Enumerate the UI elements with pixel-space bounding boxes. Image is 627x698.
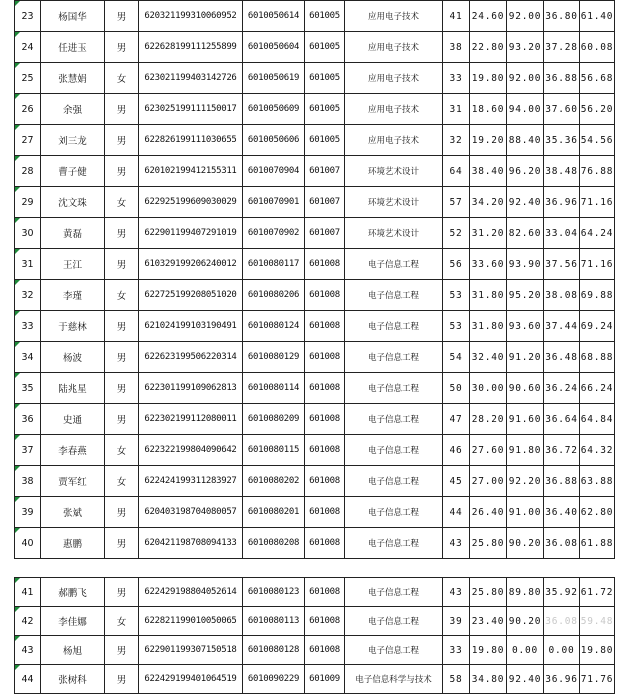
row-post-code: 601008 xyxy=(305,435,345,466)
row-name: 于慈林 xyxy=(41,311,105,342)
table-row xyxy=(15,404,615,435)
row-post-code: 601008 xyxy=(305,404,345,435)
row-id-number: 622302199112080011 xyxy=(139,404,243,435)
row-post-code: 601008 xyxy=(305,466,345,497)
row-sex: 男 xyxy=(105,497,139,528)
row-exam-number: 6010050619 xyxy=(243,63,305,94)
row-name: 任进玉 xyxy=(41,32,105,63)
row-exam-number: 6010080114 xyxy=(243,373,305,404)
row-total-score: 64.24 xyxy=(580,218,615,249)
row-interview-weighted: 37.60 xyxy=(544,94,580,125)
row-total-score: 61.72 xyxy=(580,578,615,607)
row-total-score: 54.56 xyxy=(580,125,615,156)
row-total-score: 61.40 xyxy=(580,1,615,32)
row-written-score: 53 xyxy=(443,311,470,342)
table-row xyxy=(15,249,615,280)
row-interview-score: 90.20 xyxy=(507,607,544,636)
row-written-weighted: 19.80 xyxy=(470,63,507,94)
row-interview-score: 96.20 xyxy=(507,156,544,187)
row-post-code: 601008 xyxy=(305,249,345,280)
row-post-name: 电子信息工程 xyxy=(345,466,443,497)
row-exam-number: 6010080124 xyxy=(243,311,305,342)
row-post-name: 电子信息工程 xyxy=(345,607,443,636)
row-name: 余强 xyxy=(41,94,105,125)
row-post-name: 电子信息工程 xyxy=(345,578,443,607)
row-id-number: 622322199804090642 xyxy=(139,435,243,466)
table-row xyxy=(15,156,615,187)
row-interview-score: 89.80 xyxy=(507,578,544,607)
row-name: 郝鹏飞 xyxy=(41,578,105,607)
row-interview-score: 92.20 xyxy=(507,466,544,497)
row-interview-score: 92.40 xyxy=(507,665,544,694)
table-row xyxy=(15,466,615,497)
row-total-score: 63.88 xyxy=(580,466,615,497)
row-id-number: 622826199111030655 xyxy=(139,125,243,156)
row-total-score: 71.16 xyxy=(580,249,615,280)
row-post-name: 电子信息工程 xyxy=(345,497,443,528)
row-written-weighted: 34.20 xyxy=(470,187,507,218)
row-interview-weighted: 36.88 xyxy=(544,466,580,497)
row-sex: 男 xyxy=(105,94,139,125)
row-name: 张慧娟 xyxy=(41,63,105,94)
row-total-score: 61.88 xyxy=(580,528,615,559)
row-sex: 女 xyxy=(105,435,139,466)
row-post-name: 电子信息工程 xyxy=(345,373,443,404)
row-index: 33 xyxy=(15,311,41,342)
row-interview-score: 93.20 xyxy=(507,32,544,63)
row-total-score: 68.88 xyxy=(580,342,615,373)
row-id-number: 620321199310060952 xyxy=(139,1,243,32)
row-index: 40 xyxy=(15,528,41,559)
row-id-number: 623025199111150017 xyxy=(139,94,243,125)
row-index: 37 xyxy=(15,435,41,466)
row-post-name: 电子信息工程 xyxy=(345,342,443,373)
row-written-weighted: 27.00 xyxy=(470,466,507,497)
table-row xyxy=(15,63,615,94)
row-sex: 女 xyxy=(105,607,139,636)
row-total-score: 66.24 xyxy=(580,373,615,404)
row-id-number: 622429199401064519 xyxy=(139,665,243,694)
table-row xyxy=(15,578,615,607)
score-table-top xyxy=(14,0,615,559)
row-name: 陆兆星 xyxy=(41,373,105,404)
row-post-code: 601009 xyxy=(305,665,345,694)
row-total-score: 71.16 xyxy=(580,187,615,218)
row-sex: 男 xyxy=(105,125,139,156)
row-written-weighted: 25.80 xyxy=(470,578,507,607)
row-written-score: 43 xyxy=(443,528,470,559)
row-written-weighted: 33.60 xyxy=(470,249,507,280)
row-id-number: 610329199206240012 xyxy=(139,249,243,280)
row-written-score: 53 xyxy=(443,280,470,311)
row-index: 24 xyxy=(15,32,41,63)
row-written-weighted: 31.80 xyxy=(470,280,507,311)
row-interview-score: 0.00 xyxy=(507,636,544,665)
row-name: 张斌 xyxy=(41,497,105,528)
row-exam-number: 6010080202 xyxy=(243,466,305,497)
row-post-name: 电子信息工程 xyxy=(345,404,443,435)
score-table-bottom xyxy=(14,577,615,694)
row-interview-weighted: 36.48 xyxy=(544,342,580,373)
row-id-number: 620403198704080057 xyxy=(139,497,243,528)
row-sex: 男 xyxy=(105,311,139,342)
row-id-number: 621024199103190491 xyxy=(139,311,243,342)
row-post-name: 电子信息工程 xyxy=(345,280,443,311)
row-id-number: 622301199109062813 xyxy=(139,373,243,404)
table-row xyxy=(15,636,615,665)
row-interview-weighted: 35.92 xyxy=(544,578,580,607)
row-total-score: 64.84 xyxy=(580,404,615,435)
row-interview-score: 93.90 xyxy=(507,249,544,280)
row-written-score: 38 xyxy=(443,32,470,63)
row-written-score: 46 xyxy=(443,435,470,466)
table-row xyxy=(15,665,615,694)
row-sex: 女 xyxy=(105,63,139,94)
row-interview-score: 92.00 xyxy=(507,1,544,32)
row-total-score: 56.20 xyxy=(580,94,615,125)
row-sex: 男 xyxy=(105,665,139,694)
row-exam-number: 6010080201 xyxy=(243,497,305,528)
row-post-name: 应用电子技术 xyxy=(345,94,443,125)
row-exam-number: 6010080128 xyxy=(243,636,305,665)
row-written-score: 47 xyxy=(443,404,470,435)
row-id-number: 622821199010050065 xyxy=(139,607,243,636)
table-row xyxy=(15,1,615,32)
row-post-code: 601007 xyxy=(305,218,345,249)
row-id-number: 622725199208051020 xyxy=(139,280,243,311)
row-index: 42 xyxy=(15,607,41,636)
row-exam-number: 6010090229 xyxy=(243,665,305,694)
row-id-number: 622925199609030029 xyxy=(139,187,243,218)
row-written-score: 54 xyxy=(443,342,470,373)
row-index: 28 xyxy=(15,156,41,187)
table-row xyxy=(15,187,615,218)
row-interview-weighted: 37.28 xyxy=(544,32,580,63)
row-post-name: 电子信息工程 xyxy=(345,249,443,280)
row-written-score: 44 xyxy=(443,497,470,528)
row-id-number: 620421198708094133 xyxy=(139,528,243,559)
row-index: 36 xyxy=(15,404,41,435)
row-written-score: 33 xyxy=(443,63,470,94)
row-exam-number: 6010080113 xyxy=(243,607,305,636)
row-id-number: 622901199307150518 xyxy=(139,636,243,665)
row-post-name: 环境艺术设计 xyxy=(345,187,443,218)
table-row xyxy=(15,497,615,528)
row-total-score: 76.88 xyxy=(580,156,615,187)
row-name: 李佳娜 xyxy=(41,607,105,636)
table-row xyxy=(15,218,615,249)
row-index: 23 xyxy=(15,1,41,32)
row-written-weighted: 19.20 xyxy=(470,125,507,156)
row-post-name: 电子信息工程 xyxy=(345,528,443,559)
row-id-number: 622628199111255899 xyxy=(139,32,243,63)
row-interview-score: 90.60 xyxy=(507,373,544,404)
table-row xyxy=(15,607,615,636)
row-interview-weighted: 38.08 xyxy=(544,280,580,311)
row-sex: 男 xyxy=(105,249,139,280)
row-name: 黄磊 xyxy=(41,218,105,249)
row-exam-number: 6010080209 xyxy=(243,404,305,435)
row-interview-weighted: 35.36 xyxy=(544,125,580,156)
row-post-code: 601007 xyxy=(305,187,345,218)
row-name: 史通 xyxy=(41,404,105,435)
row-id-number: 622623199506220314 xyxy=(139,342,243,373)
row-interview-weighted: 36.88 xyxy=(544,63,580,94)
row-post-name: 应用电子技术 xyxy=(345,32,443,63)
row-index: 31 xyxy=(15,249,41,280)
row-post-code: 601005 xyxy=(305,1,345,32)
table-row xyxy=(15,125,615,156)
row-post-code: 601007 xyxy=(305,156,345,187)
table-row xyxy=(15,435,615,466)
row-exam-number: 6010050609 xyxy=(243,94,305,125)
row-interview-score: 91.80 xyxy=(507,435,544,466)
row-post-code: 601005 xyxy=(305,32,345,63)
row-written-weighted: 34.80 xyxy=(470,665,507,694)
row-post-name: 应用电子技术 xyxy=(345,125,443,156)
row-interview-score: 92.40 xyxy=(507,187,544,218)
row-index: 44 xyxy=(15,665,41,694)
row-interview-score: 94.00 xyxy=(507,94,544,125)
row-exam-number: 6010050604 xyxy=(243,32,305,63)
row-total-score: 69.24 xyxy=(580,311,615,342)
row-exam-number: 6010080123 xyxy=(243,578,305,607)
row-interview-score: 90.20 xyxy=(507,528,544,559)
row-total-score: 69.88 xyxy=(580,280,615,311)
table-row xyxy=(15,94,615,125)
row-name: 杨波 xyxy=(41,342,105,373)
row-post-code: 601008 xyxy=(305,607,345,636)
row-name: 刘三龙 xyxy=(41,125,105,156)
row-total-score: 19.80 xyxy=(580,636,615,665)
row-written-weighted: 30.00 xyxy=(470,373,507,404)
row-sex: 男 xyxy=(105,218,139,249)
row-post-code: 601008 xyxy=(305,636,345,665)
row-interview-score: 91.60 xyxy=(507,404,544,435)
row-index: 27 xyxy=(15,125,41,156)
row-written-weighted: 22.80 xyxy=(470,32,507,63)
row-index: 30 xyxy=(15,218,41,249)
row-name: 王江 xyxy=(41,249,105,280)
row-interview-score: 95.20 xyxy=(507,280,544,311)
row-sex: 男 xyxy=(105,528,139,559)
row-written-score: 52 xyxy=(443,218,470,249)
row-post-code: 601008 xyxy=(305,311,345,342)
row-index: 38 xyxy=(15,466,41,497)
row-post-name: 应用电子技术 xyxy=(345,1,443,32)
row-post-name: 环境艺术设计 xyxy=(345,218,443,249)
row-name: 李春燕 xyxy=(41,435,105,466)
row-interview-score: 88.40 xyxy=(507,125,544,156)
row-index: 29 xyxy=(15,187,41,218)
row-total-score: 59.48 xyxy=(580,607,615,636)
row-index: 43 xyxy=(15,636,41,665)
row-written-score: 33 xyxy=(443,636,470,665)
row-interview-score: 91.20 xyxy=(507,342,544,373)
row-name: 杨旭 xyxy=(41,636,105,665)
row-total-score: 71.76 xyxy=(580,665,615,694)
row-written-score: 41 xyxy=(443,1,470,32)
row-interview-score: 82.60 xyxy=(507,218,544,249)
row-sex: 女 xyxy=(105,466,139,497)
row-sex: 女 xyxy=(105,280,139,311)
row-name: 惠鹏 xyxy=(41,528,105,559)
row-index: 34 xyxy=(15,342,41,373)
row-exam-number: 6010080129 xyxy=(243,342,305,373)
row-written-score: 57 xyxy=(443,187,470,218)
row-index: 35 xyxy=(15,373,41,404)
table-row xyxy=(15,342,615,373)
row-post-code: 601005 xyxy=(305,125,345,156)
row-post-code: 601005 xyxy=(305,63,345,94)
table-row xyxy=(15,528,615,559)
row-total-score: 56.68 xyxy=(580,63,615,94)
row-interview-weighted: 36.96 xyxy=(544,665,580,694)
table-row xyxy=(15,373,615,404)
row-written-weighted: 18.60 xyxy=(470,94,507,125)
row-written-weighted: 25.80 xyxy=(470,528,507,559)
row-sex: 女 xyxy=(105,187,139,218)
row-sex: 男 xyxy=(105,342,139,373)
row-written-weighted: 28.20 xyxy=(470,404,507,435)
row-post-code: 601008 xyxy=(305,497,345,528)
row-name: 沈文珠 xyxy=(41,187,105,218)
row-post-name: 电子信息工程 xyxy=(345,435,443,466)
row-written-weighted: 23.40 xyxy=(470,607,507,636)
row-id-number: 623021199403142726 xyxy=(139,63,243,94)
row-written-score: 56 xyxy=(443,249,470,280)
row-sex: 男 xyxy=(105,636,139,665)
row-exam-number: 6010080117 xyxy=(243,249,305,280)
row-post-name: 应用电子技术 xyxy=(345,63,443,94)
row-index: 25 xyxy=(15,63,41,94)
row-interview-score: 93.60 xyxy=(507,311,544,342)
row-post-code: 601008 xyxy=(305,528,345,559)
row-name: 杨国华 xyxy=(41,1,105,32)
row-exam-number: 6010080208 xyxy=(243,528,305,559)
row-exam-number: 6010050606 xyxy=(243,125,305,156)
row-interview-weighted: 36.08 xyxy=(544,528,580,559)
row-interview-weighted: 36.64 xyxy=(544,404,580,435)
table-row xyxy=(15,311,615,342)
row-interview-score: 92.00 xyxy=(507,63,544,94)
row-written-weighted: 26.40 xyxy=(470,497,507,528)
row-written-weighted: 38.40 xyxy=(470,156,507,187)
row-exam-number: 6010050614 xyxy=(243,1,305,32)
row-sex: 男 xyxy=(105,32,139,63)
row-index: 26 xyxy=(15,94,41,125)
row-written-weighted: 27.60 xyxy=(470,435,507,466)
row-index: 41 xyxy=(15,578,41,607)
row-total-score: 64.32 xyxy=(580,435,615,466)
row-exam-number: 6010080115 xyxy=(243,435,305,466)
row-written-weighted: 31.20 xyxy=(470,218,507,249)
page-gap xyxy=(14,559,614,577)
row-written-score: 39 xyxy=(443,607,470,636)
table-row xyxy=(15,32,615,63)
row-total-score: 60.08 xyxy=(580,32,615,63)
row-written-weighted: 19.80 xyxy=(470,636,507,665)
row-written-score: 64 xyxy=(443,156,470,187)
row-sex: 男 xyxy=(105,1,139,32)
row-written-score: 32 xyxy=(443,125,470,156)
row-name: 张树科 xyxy=(41,665,105,694)
row-interview-weighted: 36.08 xyxy=(544,607,580,636)
row-post-name: 电子信息工程 xyxy=(345,311,443,342)
row-interview-weighted: 36.72 xyxy=(544,435,580,466)
row-interview-score: 91.00 xyxy=(507,497,544,528)
row-total-score: 62.80 xyxy=(580,497,615,528)
row-exam-number: 6010070901 xyxy=(243,187,305,218)
row-interview-weighted: 36.96 xyxy=(544,187,580,218)
row-written-score: 45 xyxy=(443,466,470,497)
row-name: 曹子健 xyxy=(41,156,105,187)
row-interview-weighted: 36.24 xyxy=(544,373,580,404)
row-id-number: 622901199407291019 xyxy=(139,218,243,249)
row-interview-weighted: 36.80 xyxy=(544,1,580,32)
row-interview-weighted: 37.44 xyxy=(544,311,580,342)
row-name: 李瑾 xyxy=(41,280,105,311)
row-sex: 男 xyxy=(105,373,139,404)
row-exam-number: 6010080206 xyxy=(243,280,305,311)
row-written-score: 58 xyxy=(443,665,470,694)
row-sex: 男 xyxy=(105,156,139,187)
row-interview-weighted: 38.48 xyxy=(544,156,580,187)
row-post-code: 601008 xyxy=(305,578,345,607)
row-exam-number: 6010070904 xyxy=(243,156,305,187)
row-id-number: 620102199412155311 xyxy=(139,156,243,187)
row-sex: 男 xyxy=(105,404,139,435)
table-row xyxy=(15,280,615,311)
row-post-code: 601008 xyxy=(305,280,345,311)
row-written-score: 31 xyxy=(443,94,470,125)
row-post-code: 601008 xyxy=(305,342,345,373)
row-exam-number: 6010070902 xyxy=(243,218,305,249)
row-interview-weighted: 33.04 xyxy=(544,218,580,249)
row-post-name: 电子信息科学与技术 xyxy=(345,665,443,694)
row-written-weighted: 24.60 xyxy=(470,1,507,32)
row-index: 39 xyxy=(15,497,41,528)
row-interview-weighted: 0.00 xyxy=(544,636,580,665)
row-index: 32 xyxy=(15,280,41,311)
row-written-weighted: 31.80 xyxy=(470,311,507,342)
row-post-name: 电子信息工程 xyxy=(345,636,443,665)
row-id-number: 622424199311283927 xyxy=(139,466,243,497)
score-sheet xyxy=(14,0,614,694)
row-name: 贾军红 xyxy=(41,466,105,497)
row-sex: 男 xyxy=(105,578,139,607)
row-post-code: 601005 xyxy=(305,94,345,125)
row-written-weighted: 32.40 xyxy=(470,342,507,373)
row-post-name: 环境艺术设计 xyxy=(345,156,443,187)
row-interview-weighted: 37.56 xyxy=(544,249,580,280)
row-id-number: 622429198804052614 xyxy=(139,578,243,607)
row-written-score: 50 xyxy=(443,373,470,404)
row-written-score: 43 xyxy=(443,578,470,607)
row-post-code: 601008 xyxy=(305,373,345,404)
row-interview-weighted: 36.40 xyxy=(544,497,580,528)
